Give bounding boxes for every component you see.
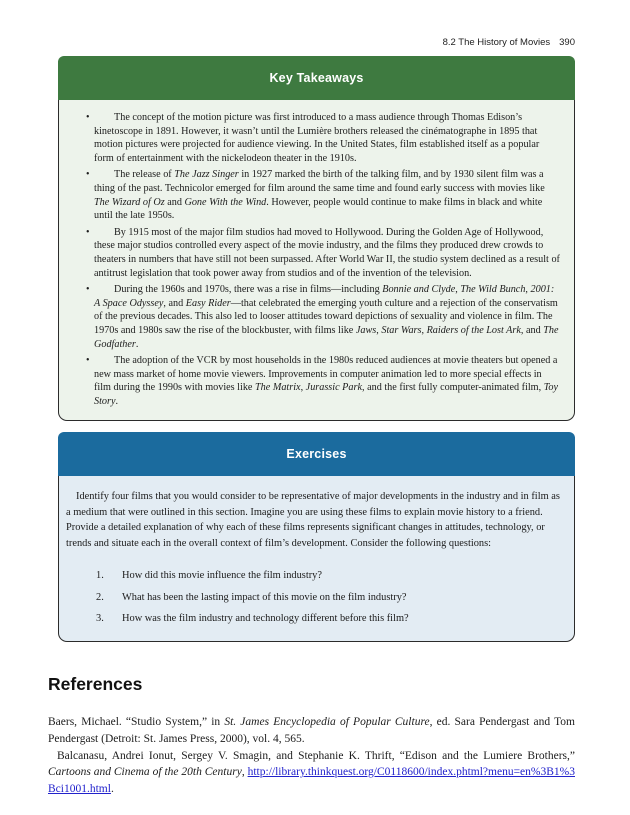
key-takeaways-body — [58, 100, 575, 421]
takeaway-item: • The adoption of the VCR by most households in the 1980s reduced audiences at movie theaters but opened a new mass market of home movie viewers. Improvements in computer animation led to more special effects in film during the 1990s with movies like The Matrix, Jurassic Park, and the first fully computer-animated film, Toy Story. — [86, 354, 560, 408]
page-number: 390 — [559, 37, 575, 48]
italic-title: 2001: A Space Odyssey — [94, 284, 555, 309]
italic-title: Toy Story — [94, 382, 559, 407]
exercises-title: Exercises — [286, 447, 347, 462]
exercises-header — [58, 432, 575, 476]
running-head-title: 8.2 The History of Movies — [442, 37, 551, 48]
exercises-question-list — [96, 568, 560, 626]
italic-title: Easy Rider — [185, 297, 231, 309]
italic-title: Cartoons and Cinema of the 20th Century — [48, 766, 242, 779]
italic-title: Star Wars — [381, 324, 422, 336]
reference-link[interactable]: http://library.thinkquest.org/C0118600/index.phtml?menu=en%3B1%3Bci1001.html — [48, 766, 575, 795]
exercise-question: What has been the lasting impact of this movie on the film industry? — [122, 591, 407, 603]
takeaway-item: • The concept of the motion picture was first introduced to a mass audience through Thomas Edison’s kinetoscope in 1891. However, it wasn’t until the Lumière brothers released the cinématographe in 1895 that motion pictures were projected for audience viewing. In the United States, film established itself as a popular form of entertainment with the nickelodeon theater in the 1910s. — [86, 111, 560, 165]
key-takeaways-title: Key Takeaways — [269, 71, 364, 85]
reference-entry: Balcanasu, Andrei Ionut, Sergey V. Smagin, and Stephanie K. Thrift, “Edison and the Lumiere Brothers,” Cartoons and Cinema of the 20th Century, http://library.thinkquest.org/C0118600/index.phtml?menu=en%3B1%3Bci1001.html. — [48, 749, 575, 795]
exercise-question: How was the film industry and technology different before this film? — [122, 612, 409, 624]
running-header — [443, 37, 575, 48]
key-takeaways-header — [58, 56, 575, 100]
italic-title: Gone With the Wind — [184, 196, 267, 208]
italic-title: The Jazz Singer — [174, 169, 239, 181]
key-takeaways-list — [86, 111, 560, 408]
italic-title: The Matrix — [255, 382, 301, 394]
key-takeaways-section — [58, 56, 575, 421]
takeaway-item: • During the 1960s and 1970s, there was a rise in films—including Bonnie and Clyde, The Wild Bunch, 2001: A Space Odyssey, and Easy Rider—that celebrated the emerging youth culture and a rejection of the conservatism of the previous decades. This also led to looser attitudes toward depictions of sexuality and violence in film. The 1970s and 1980s saw the rise of the blockbuster, with films like Jaws, Star Wars, Raiders of the Lost Ark, and The Godfather. — [86, 283, 560, 351]
italic-title: Raiders of the Lost Ark — [426, 324, 521, 336]
italic-title: The Wizard of Oz — [94, 196, 165, 208]
italic-title: Jaws — [355, 324, 377, 336]
references-heading: References — [48, 674, 143, 695]
reference-entry: Baers, Michael. “Studio System,” in St. James Encyclopedia of Popular Culture, ed. Sara Pendergast and Tom Pendergast (Detroit: St. James Press, 2000), vol. 4, 565. — [48, 716, 575, 745]
italic-title: The Godfather — [94, 324, 559, 350]
references-list — [48, 714, 575, 797]
exercises-section — [58, 432, 575, 642]
exercises-body — [58, 476, 575, 642]
italic-title: Jurassic Park — [305, 382, 362, 394]
exercise-question: How did this movie influence the film industry? — [122, 570, 322, 582]
italic-title: Bonnie and Clyde — [382, 284, 456, 296]
takeaway-item: • By 1915 most of the major film studios had moved to Hollywood. During the Golden Age of Hollywood, these major studios controlled every aspect of the movie industry, and the films they produced drew crowds to theaters in numbers that have still not been surpassed. After World War II, the studio system declined as a result of antitrust legislation that took power away from studios and of the invention of the television. — [86, 226, 560, 280]
takeaway-item: • The release of The Jazz Singer in 1927 marked the birth of the talking film, and by 1930 silent film was a thing of the past. Technicolor emerged for film around the same time and found early success with movies like The Wizard of Oz and Gone With the Wind. However, people would continue to make films in black and white until the late 1950s. — [86, 168, 560, 222]
italic-title: St. James Encyclopedia of Popular Culture — [224, 716, 430, 729]
italic-title: The Wild Bunch — [460, 284, 526, 296]
exercises-intro: Identify four films that you would consider to be representative of major developments in the industry and in film as a medium that were outlined in this section. Imagine you are using these films to explain movie history to a friend. Provide a detailed explanation of why each of these films represents significant changes in attitudes, technology, or trends and situate each in the overall context of film’s development. Consider the following questions: — [66, 491, 560, 549]
